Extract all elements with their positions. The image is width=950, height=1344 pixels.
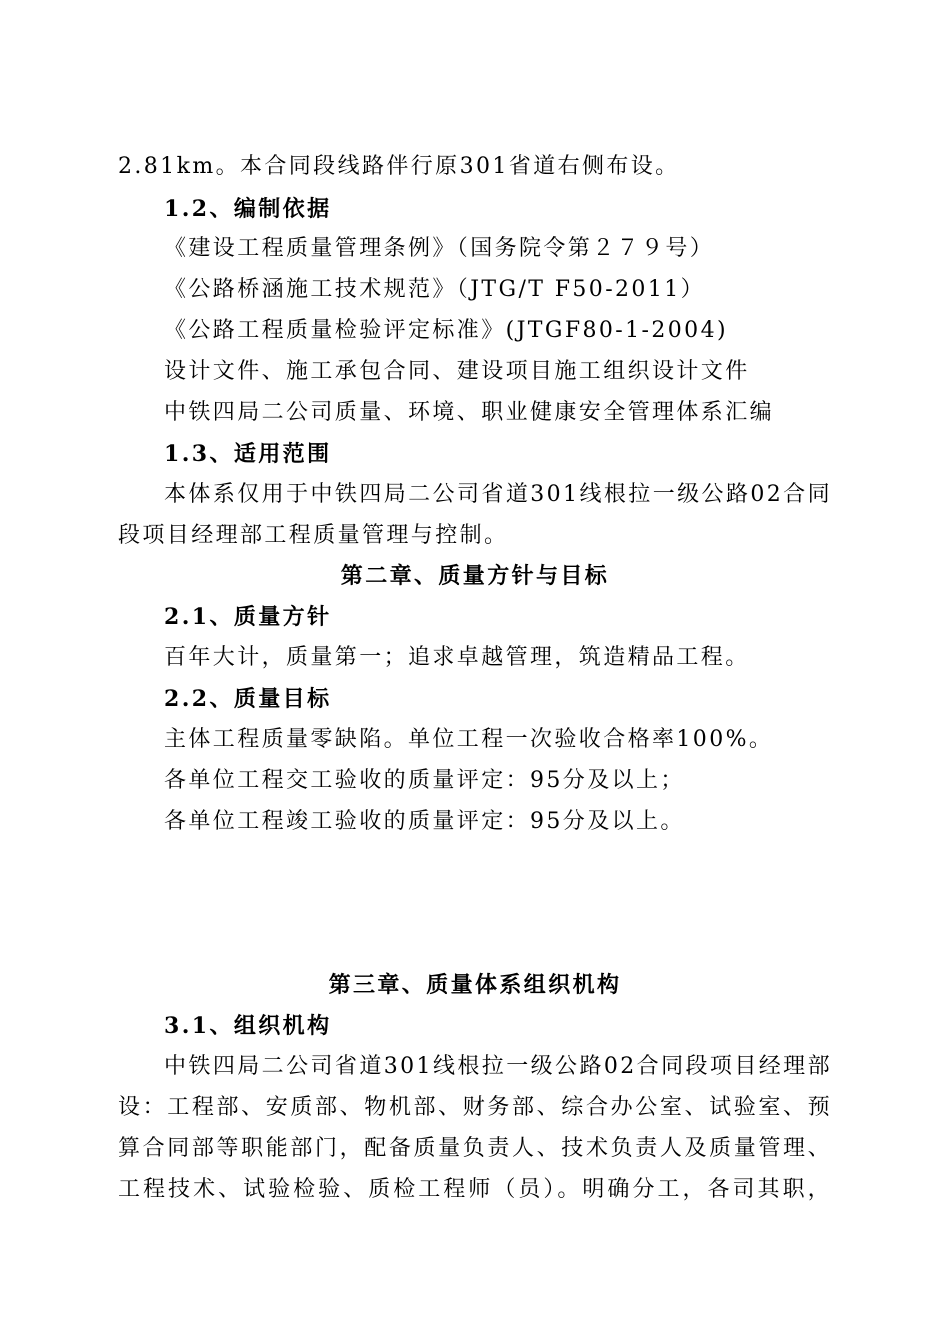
- reference-item: 设计文件、施工承包合同、建设项目施工组织设计文件: [164, 359, 750, 384]
- paragraph-line: 本体系仅用于中铁四局二公司省道301线根拉一级公路02合同: [164, 482, 832, 507]
- paragraph-line: 设：工程部、安质部、物机部、财务部、综合办公室、试验室、预: [118, 1095, 832, 1120]
- paragraph-line: 中铁四局二公司省道301线根拉一级公路02合同段项目经理部: [164, 1054, 832, 1079]
- section-heading-2-1: 2.1、质量方针: [164, 604, 332, 630]
- reference-item: 中铁四局二公司质量、环境、职业健康安全管理体系汇编: [164, 400, 775, 425]
- chapter-heading-3: 第三章、质量体系组织机构: [328, 972, 622, 998]
- section-heading-1-3: 1.3、适用范围: [164, 441, 332, 467]
- section-heading-1-2: 1.2、编制依据: [164, 196, 332, 222]
- reference-item: 《公路桥涵施工技术规范》（JTG/T F50-2011）: [164, 277, 706, 302]
- paragraph-line: 算合同部等职能部门，配备质量负责人、技术负责人及质量管理、: [118, 1136, 832, 1161]
- paragraph-line: 2.81km。本合同段线路伴行原301省道右侧布设。: [118, 154, 680, 179]
- reference-item: 《建设工程质量管理条例》（国务院令第２７９号）: [164, 236, 715, 261]
- paragraph-line: 各单位工程交工验收的质量评定：95分及以上；: [164, 768, 685, 793]
- reference-item: 《公路工程质量检验评定标准》(JTGF80-1-2004): [164, 318, 728, 343]
- paragraph-line: 工程技术、试验检验、质检工程师（员）。明确分工，各司其职，: [118, 1177, 832, 1202]
- paragraph-line: 各单位工程竣工验收的质量评定：95分及以上。: [164, 809, 685, 834]
- chapter-heading-2: 第二章、质量方针与目标: [340, 563, 610, 589]
- paragraph-line: 段项目经理部工程质量管理与控制。: [118, 523, 509, 548]
- paragraph-line: 百年大计，质量第一；追求卓越管理，筑造精品工程。: [164, 645, 750, 670]
- paragraph-line: 主体工程质量零缺陷。单位工程一次验收合格率100%。: [164, 727, 774, 752]
- section-heading-3-1: 3.1、组织机构: [164, 1013, 332, 1039]
- section-heading-2-2: 2.2、质量目标: [164, 686, 332, 712]
